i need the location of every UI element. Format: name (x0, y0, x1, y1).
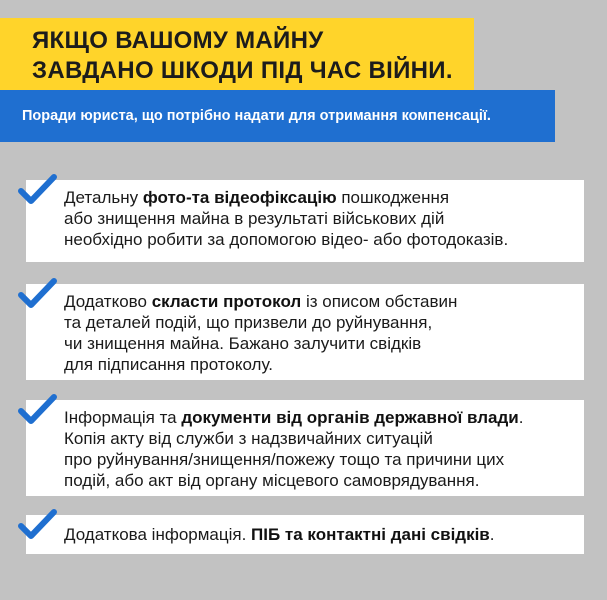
card-line: Додатково скласти протокол із описом обставин (64, 292, 458, 311)
checkmark-icon (18, 509, 58, 543)
checkmark-icon (18, 278, 58, 312)
card-line: Інформація та документи від органів державної влади. (64, 408, 524, 427)
checkmark-icon (18, 394, 58, 428)
card-line: про руйнування/знищення/пожежу тощо та причини цих (64, 450, 505, 469)
card-line: Детальну фото-та відеофіксацію пошкодження (64, 188, 450, 207)
card-line: або знищення майна в результаті військових дій (64, 209, 445, 228)
card-line: Копія акту від служби з надзвичайних ситуацій (64, 429, 433, 448)
advice-card-1 (26, 180, 584, 262)
checkmark-icon (18, 174, 58, 208)
page-title-line-1: ЯКЩО ВАШОМУ МАЙНУ (32, 27, 324, 54)
card-line: Додаткова інформація. ПІБ та контактні дані свідків. (64, 525, 495, 544)
title-banner (0, 18, 474, 90)
card-line: для підписання протоколу. (64, 355, 273, 374)
advice-card-3 (26, 400, 584, 496)
page-title-line-2: ЗАВДАНО ШКОДИ ПІД ЧАС ВІЙНИ. (32, 57, 453, 84)
card-line: необхідно робити за допомогою відео- або фотодоказів. (64, 230, 509, 249)
card-line: чи знищення майна. Бажано залучити свідків (64, 334, 422, 353)
subtitle-text: Поради юриста, що потрібно надати для отримання компенсації. (22, 108, 491, 124)
advice-card-4 (26, 515, 584, 554)
card-line: подій, або акт від органу місцевого самоврядування. (64, 471, 480, 490)
subtitle-banner (0, 90, 555, 142)
advice-card-2 (26, 284, 584, 380)
card-line: та деталей подій, що призвели до руйнування, (64, 313, 433, 332)
